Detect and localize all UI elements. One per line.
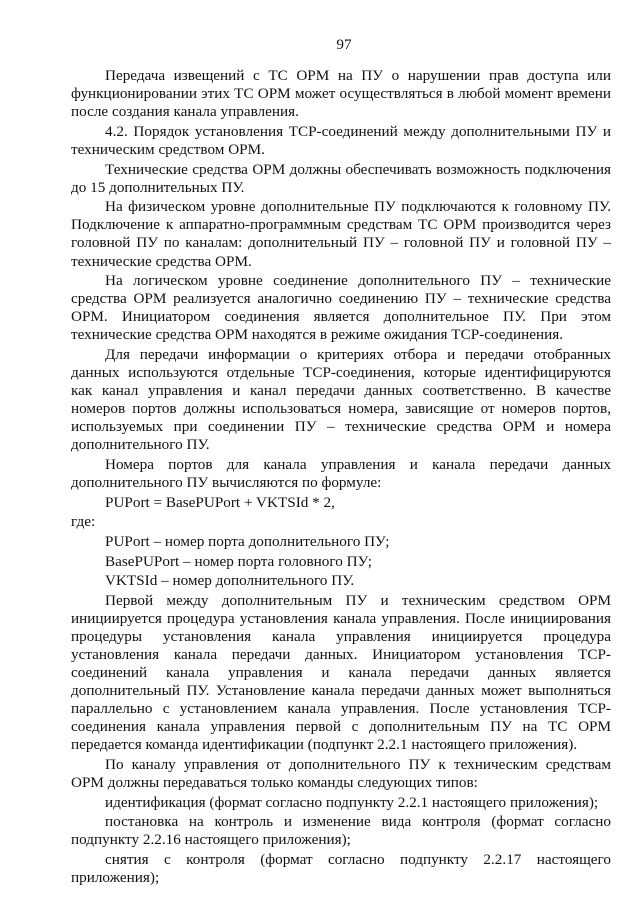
paragraph: идентификация (формат согласно подпункту 2.2.1 настоящего приложения); xyxy=(105,793,599,811)
definition-item: PUPort – номер порта дополнительного ПУ; xyxy=(105,532,390,550)
formula-line: PUPort = BasePUPort + VKTSId * 2, xyxy=(105,493,335,511)
paragraph: Для передачи информации о критериях отбора и передачи отобранных данных используются отдельные TCP-соединения, которые идентифицируются как канал управления и канал передачи данных соответственно. В качестве номеров портов должны использоваться номера, зависящие от номеров портов, используемых при соединении ПУ – технические средства ОРМ и номера дополнительного ПУ. xyxy=(71,346,611,454)
document-page xyxy=(71,36,611,889)
paragraph: постановка на контроль и изменение вида контроля (формат согласно подпункту 2.2.16 настоящего приложения); xyxy=(71,813,611,849)
definition-item: BasePUPort – номер порта головного ПУ; xyxy=(105,552,373,570)
paragraph: 4.2. Порядок установления TCP-соединений между дополнительными ПУ и техническим средством ОРМ. xyxy=(71,122,611,158)
paragraph: По каналу управления от дополнительного ПУ к техническим средствам ОРМ должны передаваться только команды следующих типов: xyxy=(71,756,611,792)
paragraph: Передача извещений с ТС ОРМ на ПУ о нарушении прав доступа или функционировании этих ТС ОРМ может осуществляться в любой момент времени после создания канала управления. xyxy=(71,67,611,121)
paragraph: снятия с контроля (формат согласно подпункту 2.2.17 настоящего приложения); xyxy=(71,851,611,887)
paragraph: Номера портов для канала управления и канала передачи данных дополнительного ПУ вычисляются по формуле: xyxy=(71,456,611,492)
document-body xyxy=(71,67,611,887)
paragraph: На логическом уровне соединение дополнительного ПУ – технические средства ОРМ реализуется аналогично соединению ПУ – технические средства ОРМ. Инициатором соединения является дополнительное ПУ. При этом технические средства ОРМ находятся в режиме ожидания TCP-соединения. xyxy=(71,272,611,344)
definition-item: VKTSId – номер дополнительного ПУ. xyxy=(105,572,355,590)
page-number: 97 xyxy=(336,36,352,53)
where-label: где: xyxy=(71,513,96,531)
paragraph: На физическом уровне дополнительные ПУ подключаются к головному ПУ. Подключение к аппаратно-программным средствам ТС ОРМ производится через головной ПУ по каналам: дополнительный ПУ – головной ПУ и головной ПУ – технические средства ОРМ. xyxy=(71,198,611,270)
paragraph: Технические средства ОРМ должны обеспечивать возможность подключения до 15 дополнительных ПУ. xyxy=(71,160,611,196)
paragraph: Первой между дополнительным ПУ и техническим средством ОРМ инициируется процедура установления канала управления. После инициирования процедуры установления канала управления инициируется процедура установления канала передачи данных. Инициатором установления TCP-соединений канала управления и канала передачи данных является дополнительный ПУ. Установление канала передачи данных может выполняться параллельно с установлением канала управления. После установления TCP-соединения канала управления первой с дополнительным ПУ на ТС ОРМ передается команда идентификации (подпункт 2.2.1 настоящего приложения). xyxy=(71,591,611,754)
